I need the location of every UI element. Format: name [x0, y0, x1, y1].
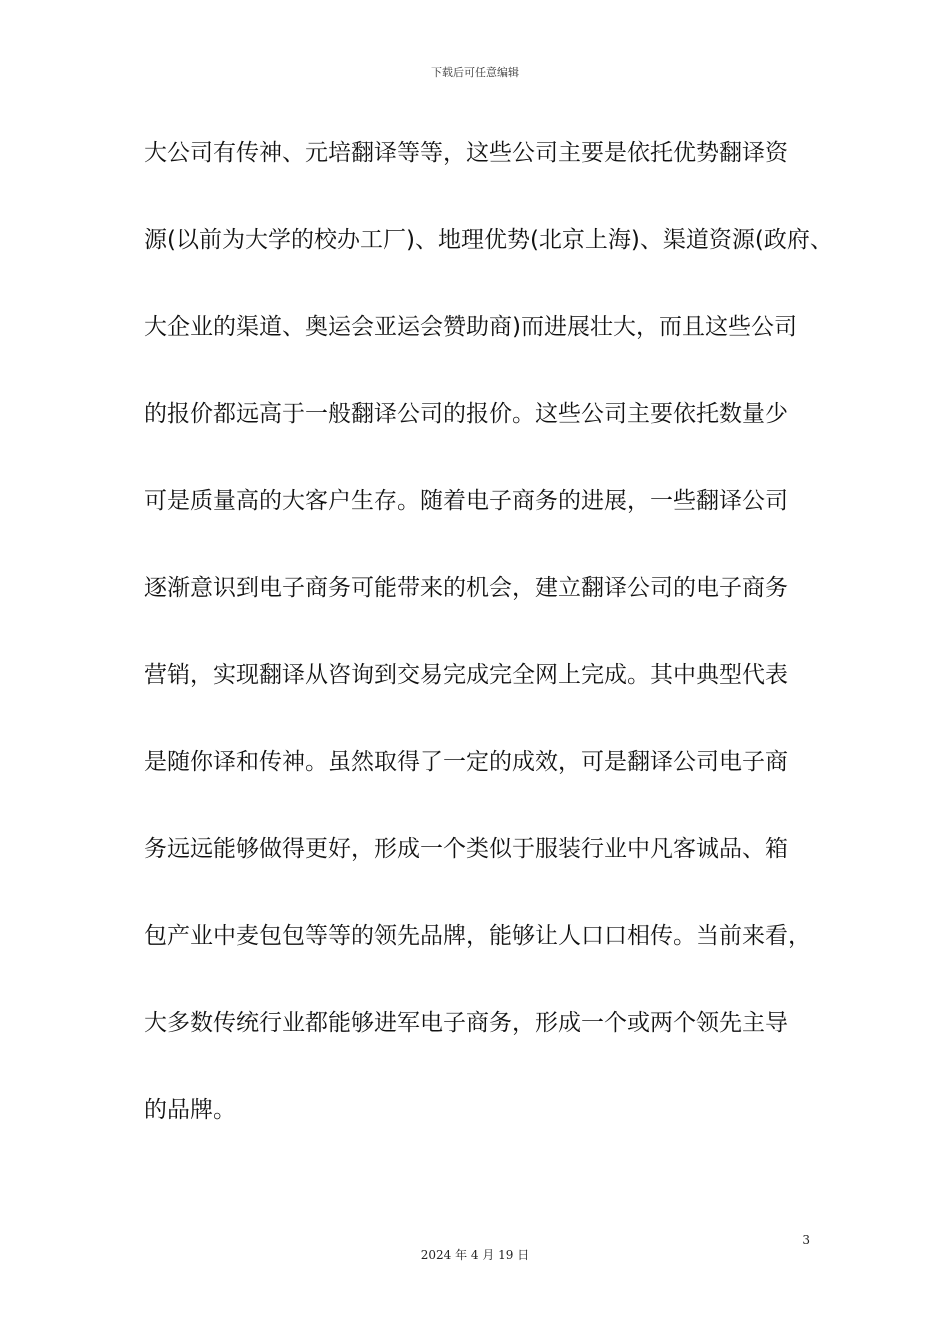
body-paragraph	[144, 133, 833, 1177]
text-line: 大公司有传神、元培翻译等等，这些公司主要是依托优势翻译资	[144, 140, 788, 166]
text-line: 的报价都远高于一般翻译公司的报价。这些公司主要依托数量少	[144, 401, 788, 427]
text-line: 逐渐意识到电子商务可能带来的机会，建立翻译公司的电子商务	[144, 575, 788, 601]
text-line: 营销，实现翻译从咨询到交易完成完全网上完成。其中典型代表	[144, 662, 788, 688]
text-line: 的品牌。	[144, 1097, 236, 1123]
page-header: 下载后可任意编辑	[431, 66, 519, 79]
text-line: 务远远能够做得更好，形成一个类似于服装行业中凡客诚品、箱	[144, 836, 788, 862]
page-number: 3	[802, 1233, 810, 1247]
text-line: 包产业中麦包包等等的领先品牌，能够让人口口相传。当前来看，	[144, 923, 811, 949]
text-line: 大企业的渠道、奥运会亚运会赞助商)而进展壮大，而且这些公司	[144, 314, 797, 340]
text-line: 源(以前为大学的校办工厂)、地理优势(北京上海)、渠道资源(政府、	[144, 227, 833, 253]
text-line: 可是质量高的大客户生存。随着电子商务的进展，一些翻译公司	[144, 488, 788, 514]
text-line: 大多数传统行业都能够进军电子商务，形成一个或两个领先主导	[144, 1010, 788, 1036]
footer-date: 2024 年 4 月 19 日	[420, 1248, 530, 1262]
text-line: 是随你译和传神。虽然取得了一定的成效，可是翻译公司电子商	[144, 749, 788, 775]
